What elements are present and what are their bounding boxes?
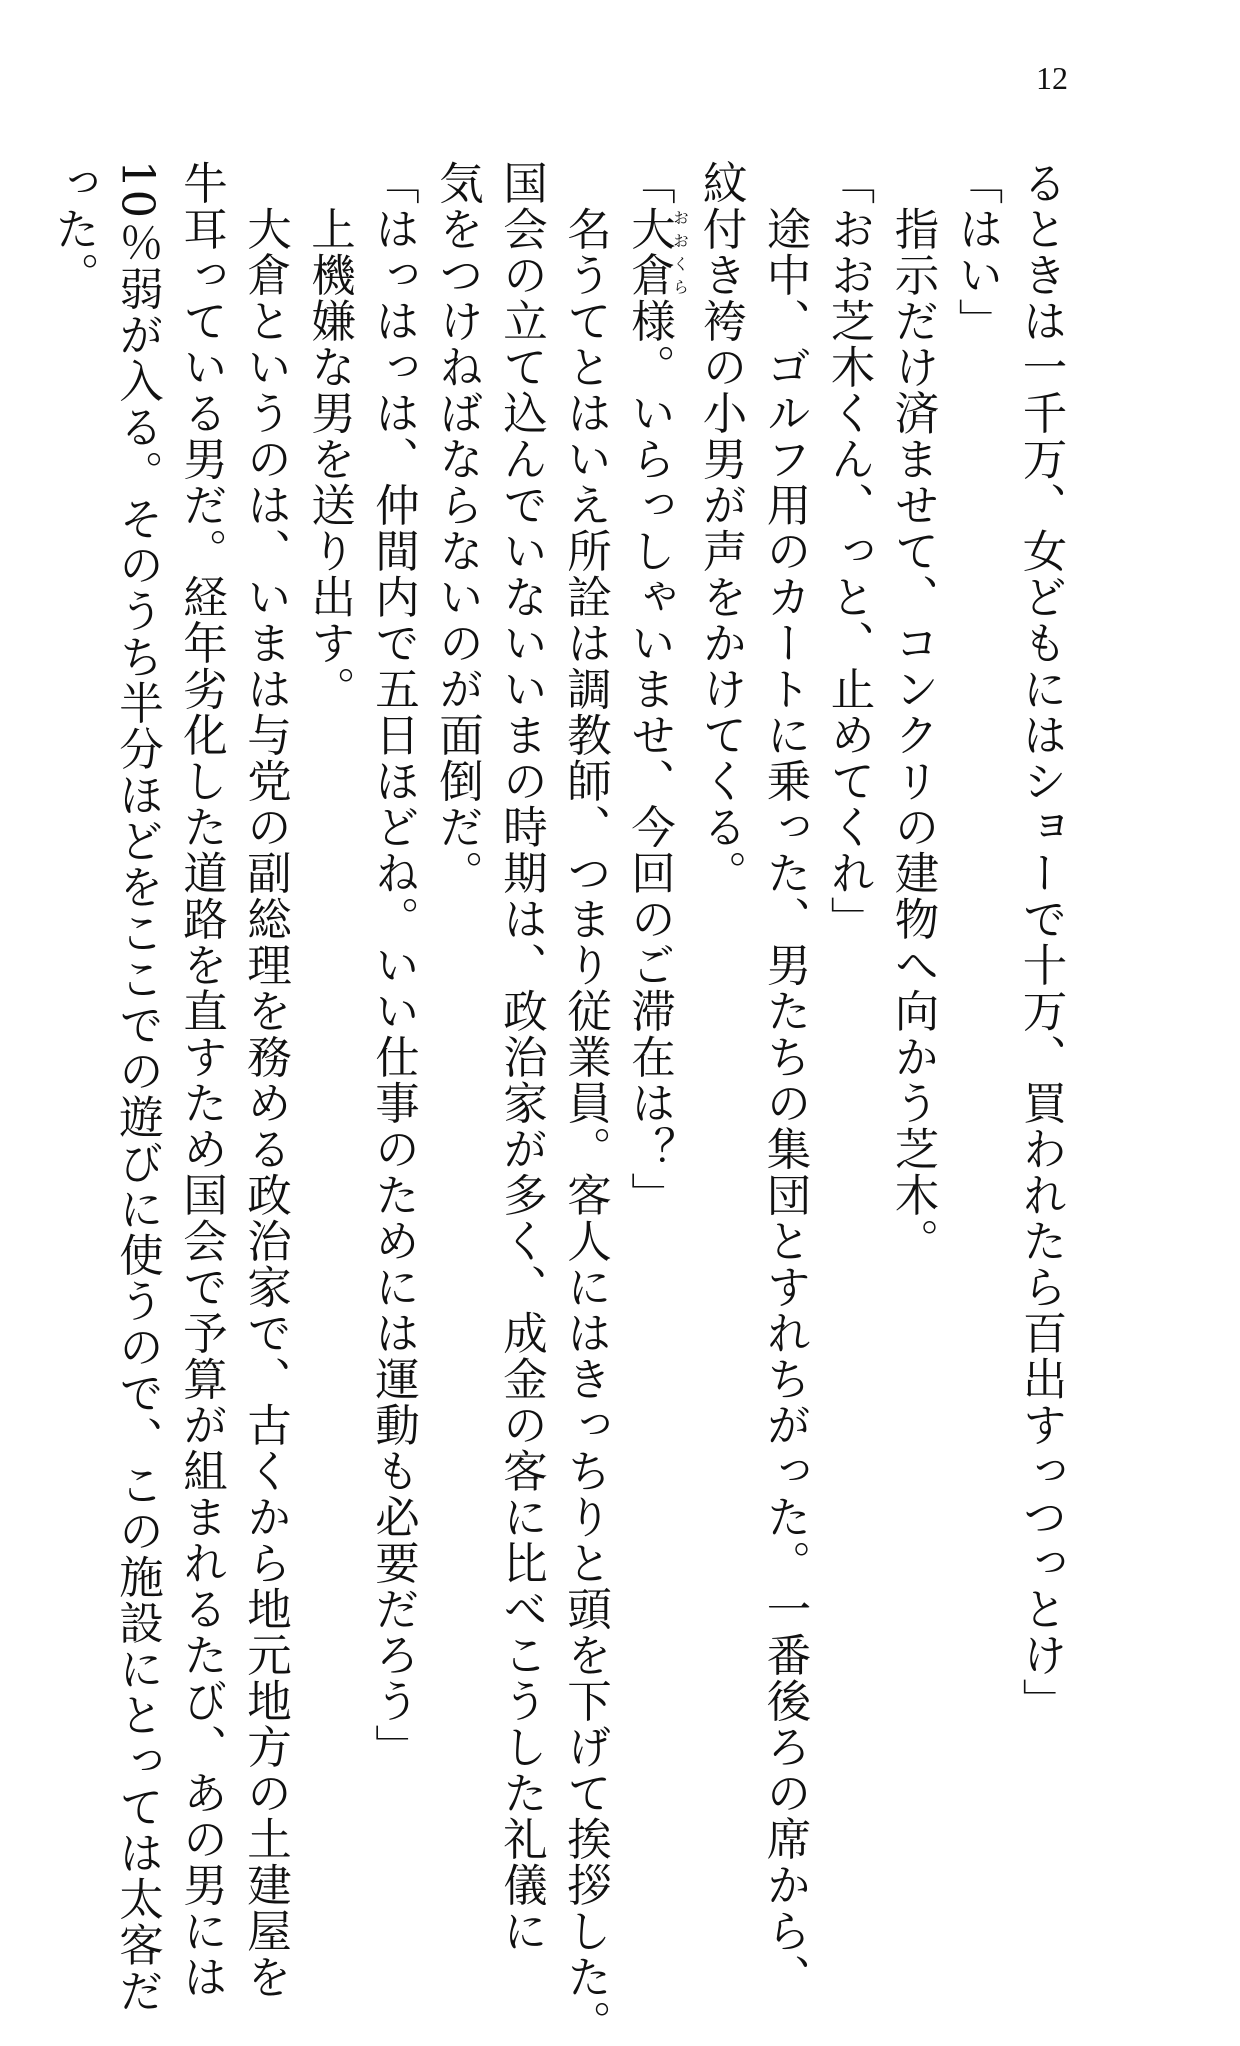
text-line-5: 途中、ゴルフ用のカートに乗った、男たちの集団とすれちがった。一番後ろの席から、	[759, 160, 810, 2000]
text-line-13: 大倉というのは、いまは与党の副総理を務める政治家で、古くから地元地方の土建屋を	[239, 160, 291, 2000]
text-line-15: 10％弱が入る。そのうち半分ほどをここでの遊びに使うので、この施設にとっては太客だ	[111, 160, 163, 2014]
page-number: 12	[1036, 60, 1068, 96]
text-line-11: 「はっはっは、仲間内で五日ほどね。いい仕事のためには運動も必要だろう」	[367, 160, 419, 1770]
text-line-10: 気をつけねばならないのが面倒だ。	[431, 160, 483, 896]
text-line-2: 「はい」	[951, 160, 1002, 344]
text-line-12: 上機嫌な男を送り出す。	[303, 160, 355, 712]
ruby-base: 大倉	[623, 206, 675, 298]
text-line-1: るときは一千万、女どもにはショーで十万、買われたら百出すっつっとけ」	[1015, 160, 1066, 1724]
text-line-3: 指示だけ済ませて、コンクリの建物へ向かう芝木。	[887, 160, 938, 1264]
text-line-7-rest: 。いらっしゃいませ、今回のご滞在は？」	[623, 344, 675, 1218]
text-line-9: 国会の立て込んでいないいまの時期は、政治家が多く、成金の客に比べこうした礼儀に	[495, 160, 547, 1954]
text-line-14: 牛耳っている男だ。経年劣化した道路を直すため国会で予算が組まれるたび、あの男には	[175, 160, 227, 2000]
text-line-8: 名うてとはいえ所詮は調教師、つまり従業員。客人にはきっちりと頭を下げて挨拶した。	[559, 160, 611, 2046]
quote-open: 「	[623, 160, 675, 206]
ruby-name	[623, 206, 690, 298]
ruby-suffix: 様	[623, 298, 675, 344]
ruby-reading: おおくら	[670, 206, 690, 298]
text-line-4: 「おお芝木くん、っと、止めてくれ」	[823, 160, 874, 942]
text-line-6: 紋付き袴の小男が声をかけてくる。	[695, 160, 746, 896]
text-line-7	[617, 160, 689, 1600]
text-line-16: った。	[47, 160, 99, 298]
vertical-text-body	[47, 160, 1072, 2046]
